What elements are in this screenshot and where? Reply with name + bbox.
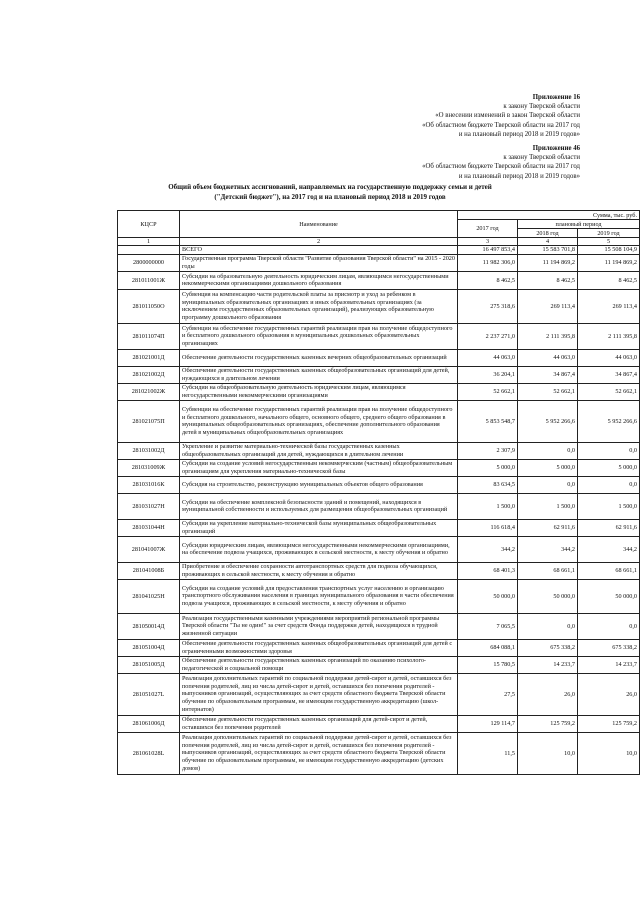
header-2019: 2019 год — [578, 229, 640, 238]
amount-2018-cell: 34 867,4 — [518, 366, 578, 383]
amount-2017-cell: 129 114,7 — [458, 715, 518, 732]
budget-table — [117, 210, 640, 775]
amount-2018-cell: 5 952 266,6 — [518, 400, 578, 442]
document-title-line: Общий объем бюджетных ассигнований, направляемых на государственную поддержку семьи и детей — [168, 183, 492, 191]
amount-2017-cell: 52 662,1 — [458, 383, 518, 400]
amount-2018-cell: 1 500,0 — [518, 493, 578, 519]
kcsr-code-cell — [118, 246, 180, 255]
name-cell: Субсидии на обеспечение комплексной безопасности зданий и помещений, находящихся в муниципальной собственности и используемых для размещения общеобразовательных организаций — [180, 493, 458, 519]
name-cell: Субсидии на создание условий негосударственным некоммерческим (частным) общеобразовательным организациям для укрепления материально-технической базы — [180, 459, 458, 476]
table-row — [118, 366, 640, 383]
amount-2018-cell: 0,0 — [518, 442, 578, 459]
amount-2019-cell: 68 661,1 — [578, 562, 640, 579]
name-cell: Субсидии на укрепление материально-технической базы муниципальных общеобразовательных организаций — [180, 519, 458, 536]
table-row — [118, 519, 640, 536]
table-row — [118, 476, 640, 493]
name-cell: Обеспечение деятельности государственных казенных общеобразовательных организаций для детей с ограниченными возможностями здоровья — [180, 639, 458, 656]
table-body — [118, 246, 640, 775]
appendix-46-block — [422, 144, 580, 181]
amount-2019-cell: 52 662,1 — [578, 383, 640, 400]
name-cell: Субсидии юридическим лицам, являющимся негосударственными некоммерческими организациями, на обеспечение подвоза учащихся, проживающих в сельской местности, к месту обучения и обратно — [180, 536, 458, 562]
amount-2019-cell: 5 000,0 — [578, 459, 640, 476]
kcsr-code-cell: 2800000000 — [118, 254, 180, 271]
kcsr-code-cell: 281050014Д — [118, 613, 180, 639]
amount-2017-cell: 5 853 548,7 — [458, 400, 518, 442]
header-name: Наименование — [180, 211, 458, 238]
appendix-16-line: «Об областном бюджете Тверской области на 2017 год — [422, 121, 580, 129]
name-cell: Субсидии на общеобразовательную деятельность юридическим лицам, являющимся негосударственными некоммерческими организациями — [180, 383, 458, 400]
name-cell: Обеспечение деятельности государственных казенных вечерних общеобразовательных организаций — [180, 349, 458, 366]
amount-2019-cell: 1 500,0 — [578, 493, 640, 519]
amount-2019-cell: 50 000,0 — [578, 579, 640, 613]
kcsr-code-cell: 281011050О — [118, 289, 180, 323]
column-number: 1 — [118, 238, 180, 246]
amount-2017-cell: 11,5 — [458, 732, 518, 774]
amount-2019-cell: 10,0 — [578, 732, 640, 774]
appendix-16-block — [422, 93, 580, 139]
amount-2019-cell: 2 111 395,8 — [578, 323, 640, 349]
kcsr-code-cell: 281031002Д — [118, 442, 180, 459]
table-row — [118, 383, 640, 400]
amount-2019-cell: 34 867,4 — [578, 366, 640, 383]
kcsr-code-cell: 281051005Д — [118, 656, 180, 673]
amount-2017-cell: 7 065,5 — [458, 613, 518, 639]
table-row — [118, 715, 640, 732]
table-row — [118, 673, 640, 715]
amount-2018-cell: 2 111 395,8 — [518, 323, 578, 349]
column-number: 2 — [180, 238, 458, 246]
table-row — [118, 442, 640, 459]
kcsr-code-cell: 281061028L — [118, 732, 180, 774]
name-cell: Реализация государственными казенными учреждениями мероприятий региональной программы Тверской области "Ты не один!" за счет средств Фонда поддержки детей, находящихся в трудной жизненной ситуации — [180, 613, 458, 639]
table-row — [118, 656, 640, 673]
name-cell: Обеспечение деятельности государственных казенных организаций для детей-сирот и детей, оставшихся без попечения родителей — [180, 715, 458, 732]
amount-2018-cell: 5 000,0 — [518, 459, 578, 476]
amount-2018-cell: 125 759,2 — [518, 715, 578, 732]
table-row — [118, 459, 640, 476]
amount-2017-cell: 15 780,5 — [458, 656, 518, 673]
kcsr-code-cell: 281021002Ж — [118, 383, 180, 400]
name-cell: ВСЕГО — [180, 246, 458, 255]
name-cell: Обеспечение деятельности государственных казенных организаций по оказанию психолого-педагогической и социальной помощи — [180, 656, 458, 673]
kcsr-code-cell: 281051004Д — [118, 639, 180, 656]
appendix-46-line: «Об областном бюджете Тверской области на 2017 год — [422, 163, 580, 171]
table-row — [118, 562, 640, 579]
amount-2018-cell: 26,0 — [518, 673, 578, 715]
amount-2018-cell: 8 462,5 — [518, 271, 578, 289]
amount-2017-cell: 83 634,5 — [458, 476, 518, 493]
kcsr-code-cell: 281031009Ж — [118, 459, 180, 476]
amount-2019-cell: 344,2 — [578, 536, 640, 562]
name-cell: Реализация дополнительных гарантий по социальной поддержке детей-сирот и детей, оставшихся без попечения родителей, лиц из числа детей-сирот и детей, оставшихся без попечения родителей - выпускников организаций, осуществляющих за счет средств областного бюджета Тверской области обучение по образовательным программам, не имеющим государственную аккредитацию (детских домов) — [180, 732, 458, 774]
amount-2017-cell: 5 000,0 — [458, 459, 518, 476]
table-row — [118, 639, 640, 656]
amount-2019-cell: 62 911,6 — [578, 519, 640, 536]
amount-2018-cell: 0,0 — [518, 476, 578, 493]
name-cell: Субсидии на образовательную деятельность юридическим лицам, являющимся негосударственными некоммерческими организациями дошкольного образования — [180, 271, 458, 289]
amount-2017-cell: 2 307,9 — [458, 442, 518, 459]
table-row — [118, 536, 640, 562]
amount-2017-cell: 11 982 306,0 — [458, 254, 518, 271]
name-cell: Государственная программа Тверской области "Развитие образования Тверской области" на 2015 - 2020 годы — [180, 254, 458, 271]
table-row — [118, 254, 640, 271]
kcsr-code-cell: 281051027L — [118, 673, 180, 715]
table-row — [118, 349, 640, 366]
amount-2017-cell: 16 497 853,4 — [458, 246, 518, 255]
appendix-46-line: и на плановый период 2018 и 2019 годов» — [458, 172, 580, 180]
table-row — [118, 579, 640, 613]
amount-2019-cell: 0,0 — [578, 476, 640, 493]
table-row — [118, 493, 640, 519]
amount-2019-cell: 269 113,4 — [578, 289, 640, 323]
header-code: КЦСР — [118, 211, 180, 238]
table-row — [118, 246, 640, 255]
appendix-46-line: к закону Тверской области — [503, 154, 580, 162]
amount-2019-cell: 26,0 — [578, 673, 640, 715]
amount-2019-cell: 11 194 869,2 — [578, 254, 640, 271]
name-cell: Субвенции на обеспечение государственных гарантий реализации прав на получение общедоступного и бесплатного дошкольного, начального общего, основного общего, среднего общего образования в муниципальных общеобразовательных организациях, обеспечение дополнительного образования детей в муниципальных общеобразовательных организациях — [180, 400, 458, 442]
kcsr-code-cell: 281031027Н — [118, 493, 180, 519]
kcsr-code-cell: 281061006Д — [118, 715, 180, 732]
amount-2018-cell: 344,2 — [518, 536, 578, 562]
amount-2019-cell: 14 233,7 — [578, 656, 640, 673]
amount-2017-cell: 344,2 — [458, 536, 518, 562]
amount-2017-cell: 8 462,5 — [458, 271, 518, 289]
table-row — [118, 400, 640, 442]
header-2017: 2017 год — [458, 220, 518, 238]
appendix-16-line: и на плановый период 2018 и 2019 годов» — [458, 130, 580, 138]
amount-2018-cell: 10,0 — [518, 732, 578, 774]
table-row — [118, 323, 640, 349]
amount-2019-cell: 0,0 — [578, 613, 640, 639]
amount-2019-cell: 125 759,2 — [578, 715, 640, 732]
kcsr-code-cell: 281041008Б — [118, 562, 180, 579]
kcsr-code-cell: 281041007Ж — [118, 536, 180, 562]
amount-2017-cell: 275 318,6 — [458, 289, 518, 323]
amount-2019-cell: 15 508 104,9 — [578, 246, 640, 255]
name-cell: Приобретение и обеспечение сохранности автотранспортных средств для подвоза обучающихся, проживающих в сельской местности, к месту обучения и обратно — [180, 562, 458, 579]
column-number: 3 — [458, 238, 518, 246]
table-row — [118, 613, 640, 639]
column-number: 5 — [578, 238, 640, 246]
amount-2017-cell: 2 237 271,0 — [458, 323, 518, 349]
amount-2018-cell: 44 063,0 — [518, 349, 578, 366]
amount-2018-cell: 68 661,1 — [518, 562, 578, 579]
header-2018: 2018 год — [518, 229, 578, 238]
header-planned: плановый период — [518, 220, 640, 229]
amount-2017-cell: 36 204,1 — [458, 366, 518, 383]
amount-2018-cell: 11 194 869,2 — [518, 254, 578, 271]
table-row — [118, 732, 640, 774]
amount-2019-cell: 675 338,2 — [578, 639, 640, 656]
kcsr-code-cell: 281021075П — [118, 400, 180, 442]
name-cell: Субсидия на строительство, реконструкцию муниципальных объектов общего образования — [180, 476, 458, 493]
amount-2018-cell: 52 662,1 — [518, 383, 578, 400]
column-number: 4 — [518, 238, 578, 246]
header-units: Сумма, тыс. руб. — [458, 211, 640, 220]
name-cell: Субвенции на обеспечение государственных гарантий реализации прав на получение общедоступного и бесплатного дошкольного образования в муниципальных дошкольных образовательных организациях — [180, 323, 458, 349]
kcsr-code-cell: 281021001Д — [118, 349, 180, 366]
amount-2018-cell: 0,0 — [518, 613, 578, 639]
amount-2017-cell: 116 618,4 — [458, 519, 518, 536]
kcsr-code-cell: 281011074П — [118, 323, 180, 349]
kcsr-code-cell: 281031016К — [118, 476, 180, 493]
amount-2019-cell: 8 462,5 — [578, 271, 640, 289]
name-cell: Укрепление и развитие материально-технической базы государственных казенных общеобразовательных организаций для детей, нуждающихся в длительном лечении — [180, 442, 458, 459]
name-cell: Субсидии на создание условий для предоставления транспортных услуг населению и организацию транспортного обслуживания населения в границах муниципального образования в части обеспечения подвоза учащихся, проживающих в сельской местности, к месту обучения и обратно — [180, 579, 458, 613]
amount-2018-cell: 62 911,6 — [518, 519, 578, 536]
kcsr-code-cell: 281041025Н — [118, 579, 180, 613]
appendix-16-line: к закону Тверской области — [503, 103, 580, 111]
kcsr-code-cell: 281031044Н — [118, 519, 180, 536]
document-title — [120, 182, 540, 202]
table-row — [118, 271, 640, 289]
document-title-line: ("Детский бюджет"), на 2017 год и на плановый период 2018 и 2019 годов — [214, 193, 446, 201]
amount-2017-cell: 684 088,1 — [458, 639, 518, 656]
name-cell: Субвенция на компенсацию части родительской платы за присмотр и уход за ребенком в муниципальных образовательных организациях и иных образовательных организациях (за исключением государственных образовательных организаций), реализующих образовательную программу дошкольного образования — [180, 289, 458, 323]
amount-2019-cell: 44 063,0 — [578, 349, 640, 366]
appendix-16-line: «О внесении изменений в закон Тверской области — [435, 112, 580, 120]
amount-2018-cell: 50 000,0 — [518, 579, 578, 613]
kcsr-code-cell: 281011001Ж — [118, 271, 180, 289]
kcsr-code-cell: 281021002Д — [118, 366, 180, 383]
amount-2019-cell: 0,0 — [578, 442, 640, 459]
name-cell: Реализация дополнительных гарантий по социальной поддержке детей-сирот и детей, оставшихся без попечения родителей, лиц из числа детей-сирот и детей, оставшихся без попечения родителей - выпускников организаций, осуществляющих за счет средств областного бюджета Тверской области обучение по образовательным программам, не имеющим государственную аккредитацию (школ-интернатов) — [180, 673, 458, 715]
appendix-16-title: Приложение 16 — [532, 94, 580, 101]
amount-2018-cell: 14 233,7 — [518, 656, 578, 673]
amount-2018-cell: 15 583 701,8 — [518, 246, 578, 255]
name-cell: Обеспечение деятельности государственных казенных общеобразовательных организаций для детей, нуждающихся в длительном лечении — [180, 366, 458, 383]
amount-2017-cell: 27,5 — [458, 673, 518, 715]
appendix-46-title: Приложение 46 — [532, 145, 580, 152]
table-row — [118, 289, 640, 323]
amount-2018-cell: 675 338,2 — [518, 639, 578, 656]
amount-2017-cell: 68 401,3 — [458, 562, 518, 579]
amount-2017-cell: 44 063,0 — [458, 349, 518, 366]
amount-2017-cell: 50 000,0 — [458, 579, 518, 613]
amount-2018-cell: 269 113,4 — [518, 289, 578, 323]
amount-2017-cell: 1 500,0 — [458, 493, 518, 519]
amount-2019-cell: 5 952 266,6 — [578, 400, 640, 442]
